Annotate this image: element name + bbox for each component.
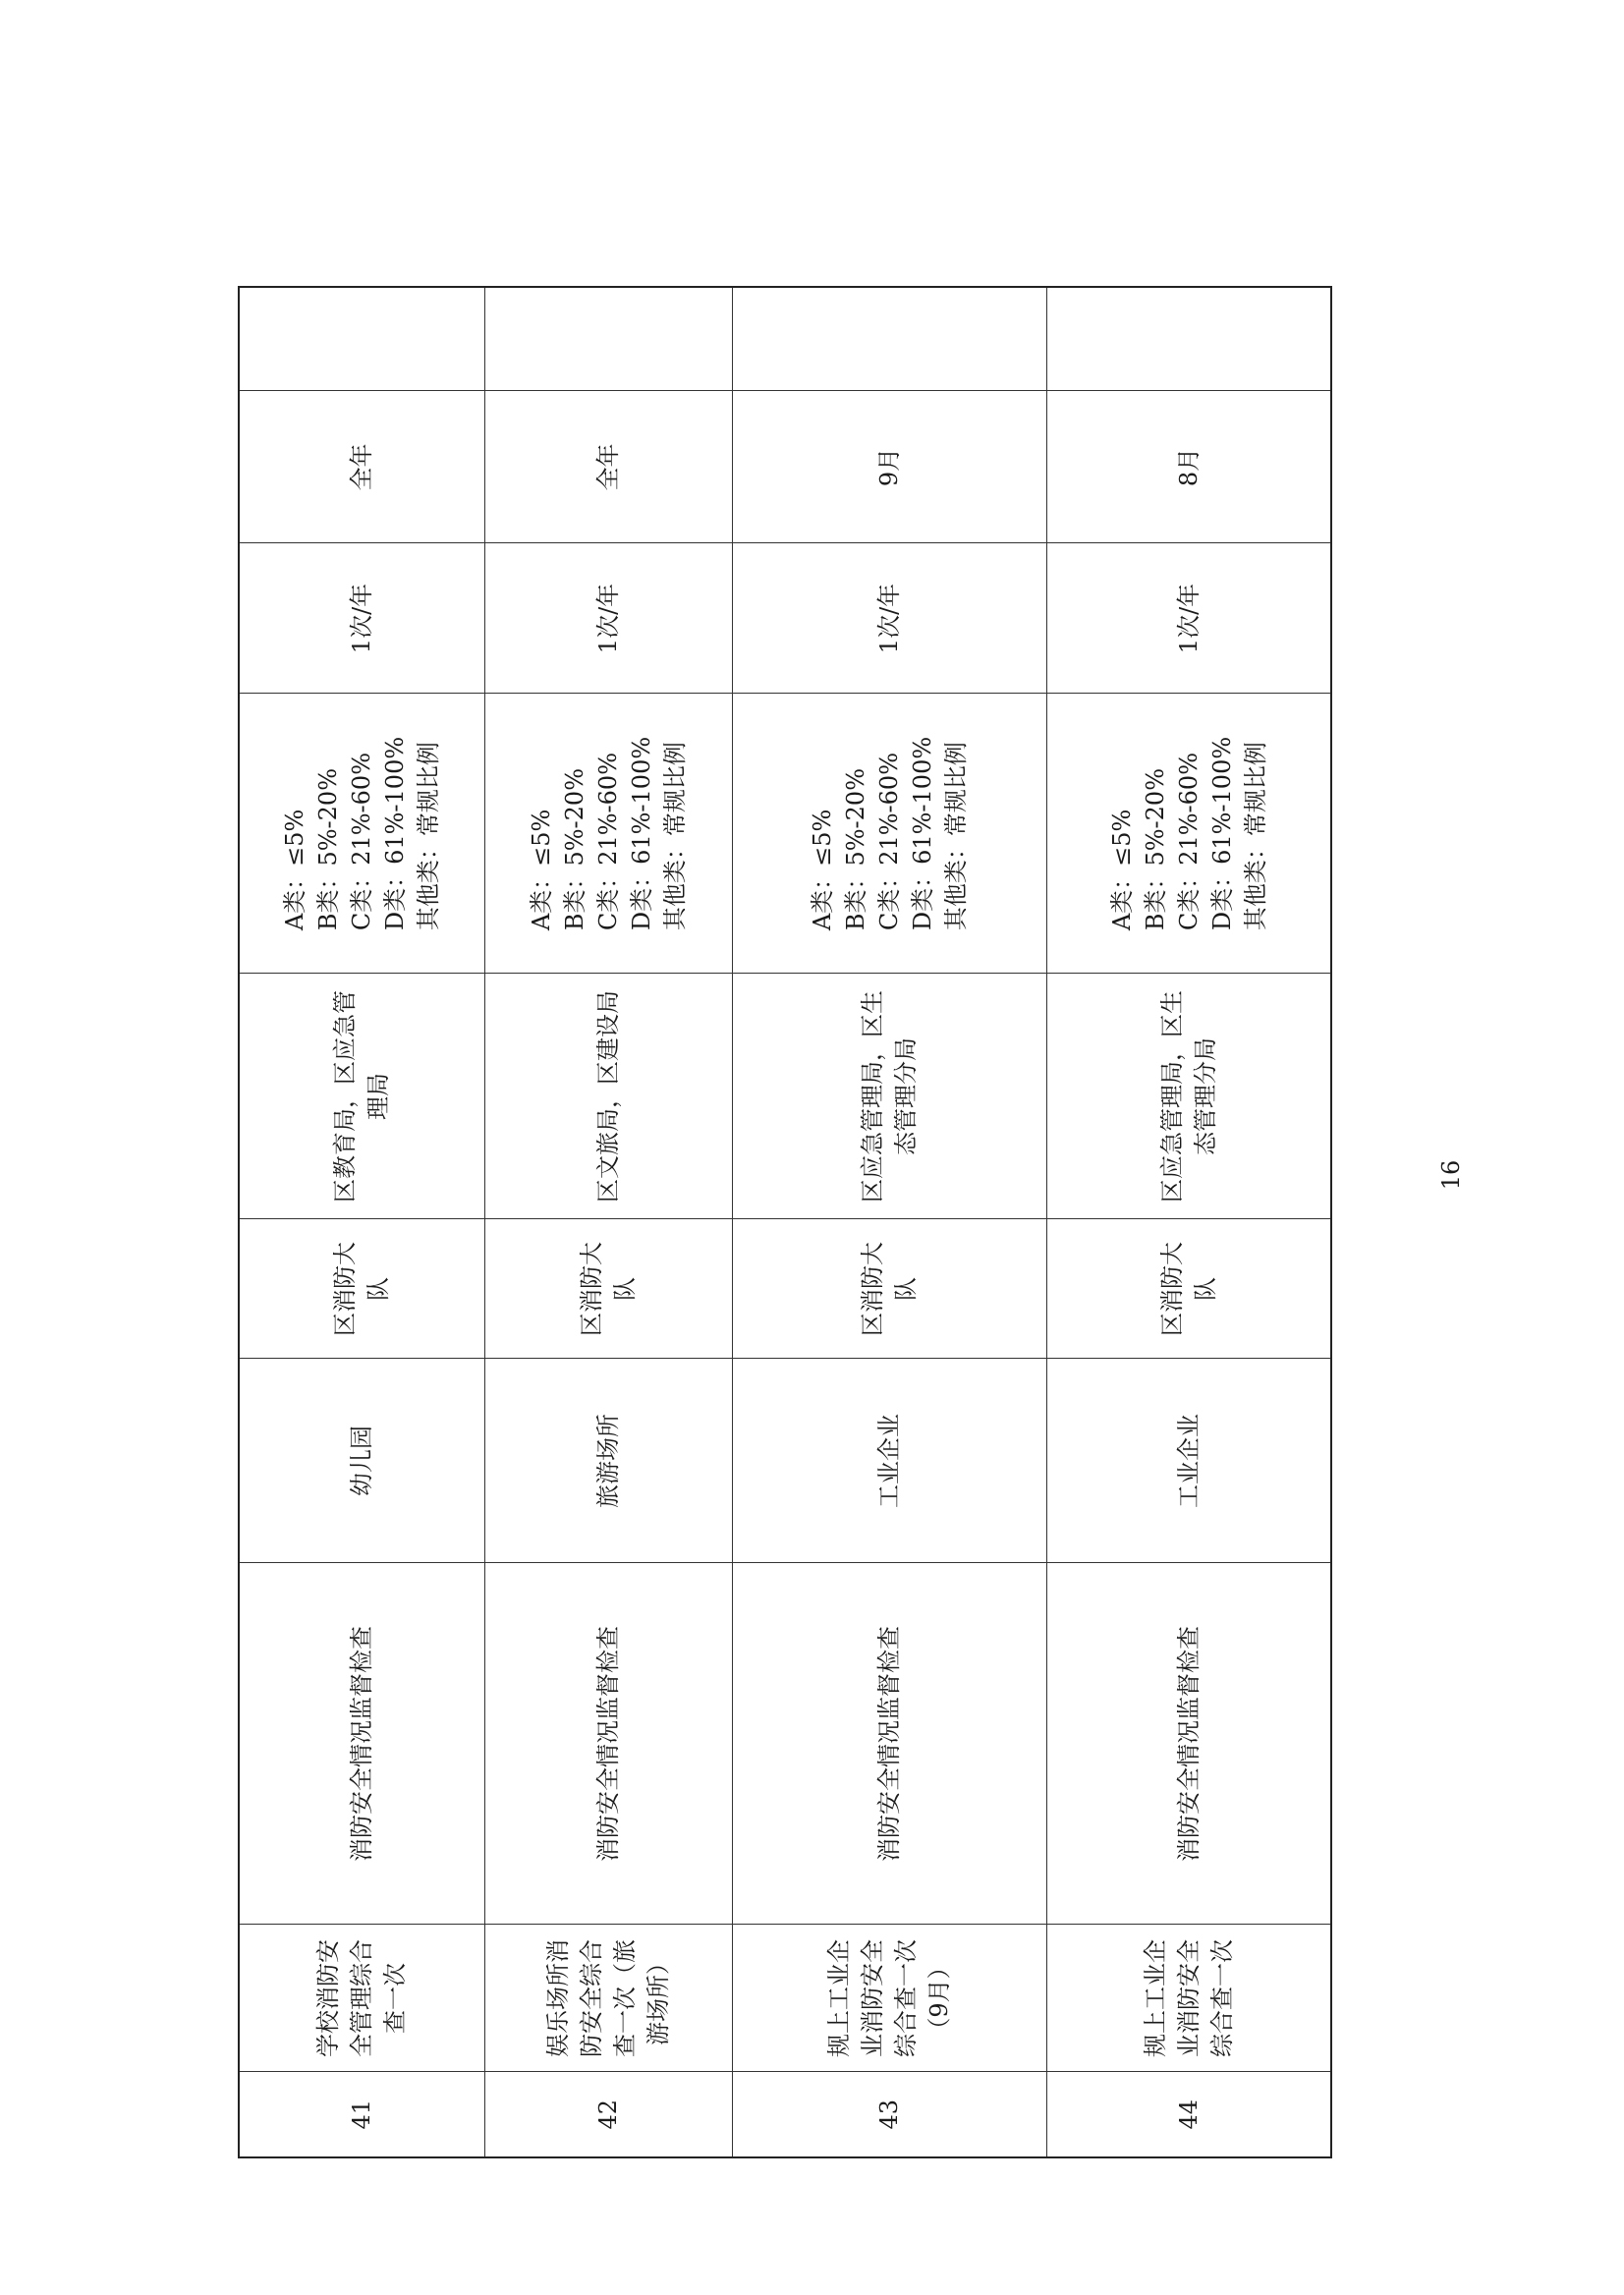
sampling-ratio-cell <box>732 694 1046 974</box>
sampling-ratio: A类：≤5% B类：5%-20% C类：21%-60% D类：61%-100% 其他类：常规比例 <box>809 736 970 931</box>
row-number: 44 <box>1046 2072 1331 2157</box>
inspection-time: 全年 <box>484 391 732 543</box>
lead-department: 区消防大队 <box>484 1219 732 1359</box>
row-number: 42 <box>484 2072 732 2157</box>
table-row <box>732 287 1046 2157</box>
inspection-frequency: 1次/年 <box>1046 543 1331 694</box>
inspection-frequency: 1次/年 <box>732 543 1046 694</box>
task-name: 学校消防安全管理综合查一次 <box>239 1925 484 2072</box>
cooperating-departments: 区教育局，区应急管理局 <box>239 974 484 1219</box>
table-row <box>239 287 484 2157</box>
lead-department: 区消防大队 <box>732 1219 1046 1359</box>
inspection-content: 消防安全情况监督检查 <box>239 1563 484 1925</box>
cooperating-departments: 区应急管理局，区生态管理分局 <box>732 974 1046 1219</box>
inspection-time: 8月 <box>1046 391 1331 543</box>
task-name: 规上工业企业消防安全综合查一次 <box>1046 1925 1331 2072</box>
remark <box>239 287 484 391</box>
inspection-target: 工业企业 <box>732 1359 1046 1563</box>
table-row <box>484 287 732 2157</box>
sampling-ratio: A类：≤5% B类：5%-20% C类：21%-60% D类：61%-100% 其他类：常规比例 <box>281 736 443 931</box>
inspection-target: 工业企业 <box>1046 1359 1331 1563</box>
inspection-time: 9月 <box>732 391 1046 543</box>
table-row <box>1046 287 1331 2157</box>
page-number: 16 <box>1437 1159 1465 1191</box>
cooperating-departments: 区应急管理局，区生态管理分局 <box>1046 974 1331 1219</box>
cooperating-departments: 区文旅局，区建设局 <box>484 974 732 1219</box>
inspection-frequency: 1次/年 <box>484 543 732 694</box>
sampling-ratio: A类：≤5% B类：5%-20% C类：21%-60% D类：61%-100% 其他类：常规比例 <box>528 736 689 931</box>
inspection-time: 全年 <box>239 391 484 543</box>
remark <box>732 287 1046 391</box>
inspection-target: 旅游场所 <box>484 1359 732 1563</box>
rotated-table-frame <box>238 288 1330 2158</box>
task-name: 娱乐场所消防安全综合查一次（旅游场所） <box>484 1925 732 2072</box>
lead-department: 区消防大队 <box>1046 1219 1331 1359</box>
task-name: 规上工业企业消防安全综合查一次（9月） <box>732 1925 1046 2072</box>
sampling-ratio: A类：≤5% B类：5%-20% C类：21%-60% D类：61%-100% 其他类：常规比例 <box>1107 736 1269 931</box>
sampling-ratio-cell <box>239 694 484 974</box>
sampling-ratio-cell <box>1046 694 1331 974</box>
inspection-table <box>238 286 1332 2158</box>
inspection-content: 消防安全情况监督检查 <box>484 1563 732 1925</box>
row-number: 43 <box>732 2072 1046 2157</box>
lead-department: 区消防大队 <box>239 1219 484 1359</box>
inspection-content: 消防安全情况监督检查 <box>732 1563 1046 1925</box>
inspection-frequency: 1次/年 <box>239 543 484 694</box>
remark <box>1046 287 1331 391</box>
inspection-target: 幼儿园 <box>239 1359 484 1563</box>
inspection-content: 消防安全情况监督检查 <box>1046 1563 1331 1925</box>
sampling-ratio-cell <box>484 694 732 974</box>
row-number: 41 <box>239 2072 484 2157</box>
remark <box>484 287 732 391</box>
